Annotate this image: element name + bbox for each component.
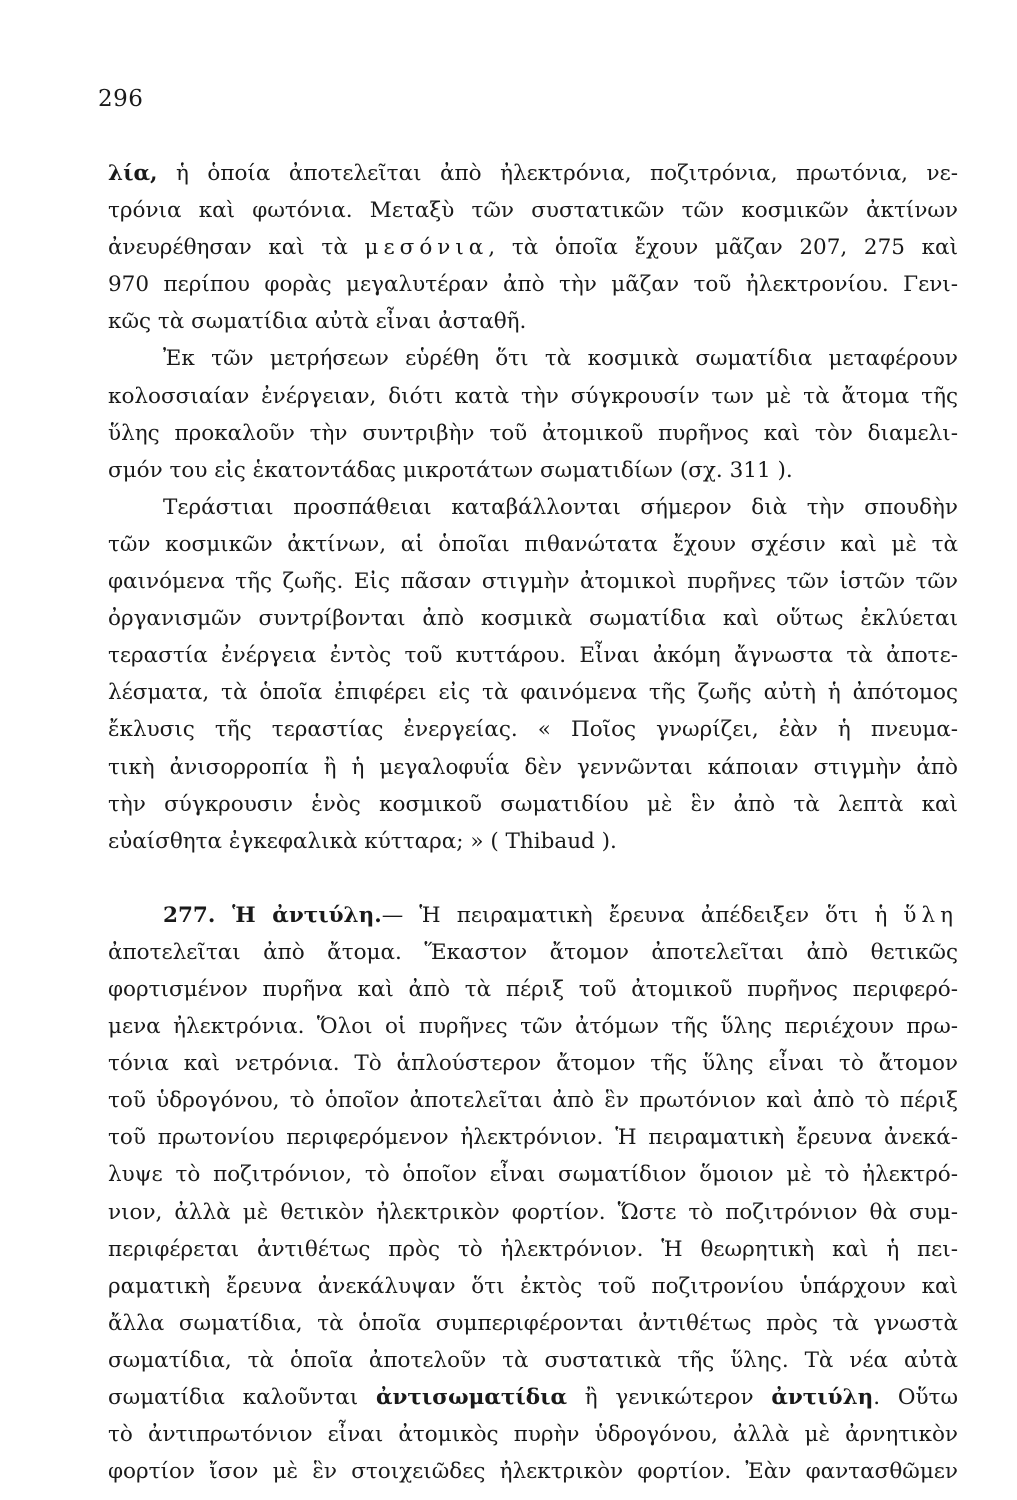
text-line: [108, 897, 958, 934]
text-line: [108, 1231, 958, 1268]
text-run: ἢ γενικώτερον: [567, 1385, 772, 1410]
text-line: [108, 1342, 958, 1379]
text-run: ἀνευρέθησαν καὶ τὰ: [108, 235, 365, 261]
text-run: ραματικὴ ἔρευνα ἀνεκάλυψαν ὅτι ἐκτὸς τοῦ ποζιτρονίου ὑπάρχουν καὶ: [108, 1273, 958, 1299]
text-run: — Ἡ πειραματικὴ ἔρευνα ἀπέδειξεν ὅτι ἡ: [381, 902, 904, 928]
text-line: [108, 563, 958, 600]
bold-text: ἀντισωματίδια: [375, 1385, 568, 1410]
text-line: [108, 1008, 958, 1045]
bold-text: 277. Ἡ ἀντιύλη.: [163, 902, 382, 928]
spaced-text: μεσόνια: [364, 235, 489, 261]
text-run: Τεράστιαι προσπάθειαι καταβάλλονται σήμερον διὰ τὴν σπουδὴν: [163, 494, 958, 520]
text-line: [108, 749, 958, 786]
text-line: [108, 971, 958, 1008]
text-run: νιον, ἀλλὰ μὲ θετικὸν ἠλεκτρικὸν φορτίον. Ὥστε τὸ ποζιτρόνιον θὰ συμ-: [108, 1199, 958, 1225]
text-run: σμόν του εἰς ἑκατοντάδας μικροτάτων σωματιδίων (σχ. 311 ).: [108, 457, 793, 483]
text-run: εὐαίσθητα ἐγκεφαλικὰ κύτταρα; » ( Thibaud ).: [108, 828, 617, 854]
text-line: [108, 378, 958, 415]
text-line: [108, 340, 958, 377]
text-run: τεραστία ἐνέργεια ἐντὸς τοῦ κυττάρου. Εἶναι ἀκόμη ἄγνωστα τὰ ἀποτε-: [108, 643, 958, 669]
text-run: ὀργανισμῶν συντρίβονται ἀπὸ κοσμικὰ σωματίδια καὶ οὕτως ἐκλύεται: [108, 606, 958, 632]
text-run: φαινόμενα τῆς ζωῆς. Εἰς πᾶσαν στιγμὴν ἀτομικοὶ πυρῆνες τῶν ἱστῶν τῶν: [108, 569, 958, 595]
text-run: ἄλλα σωματίδια, τὰ ὁποῖα συμπεριφέρονται ἀντιθέτως πρὸς τὰ γνωστὰ: [108, 1310, 958, 1336]
text-run: τὸ ἀντιπρωτόνιον εἶναι ἀτομικὸς πυρὴν ὑδρογόνου, ἀλλὰ μὲ ἀρνητικὸν: [108, 1422, 958, 1448]
text-run: μενα ἠλεκτρόνια. Ὅλοι οἱ πυρῆνες τῶν ἀτόμων τῆς ὕλης περιέχουν πρω-: [108, 1014, 958, 1040]
text-run: . Οὕτω: [873, 1385, 958, 1410]
text-line: [108, 489, 958, 526]
text-run: τοῦ ὑδρογόνου, τὸ ὁποῖον ἀποτελεῖται ἀπὸ ἓν πρωτόνιον καὶ ἀπὸ τὸ πέριξ: [108, 1088, 958, 1114]
text-run: σωματίδια καλοῦνται: [108, 1385, 376, 1410]
section-gap: [108, 860, 958, 897]
text-line: [108, 1453, 958, 1490]
text-line: [108, 823, 958, 860]
text-run: ἀποτελεῖται ἀπὸ ἄτομα. Ἕκαστον ἄτομον ἀποτελεῖται ἀπὸ θετικῶς: [108, 939, 958, 965]
text-run: κῶς τὰ σωματίδια αὐτὰ εἶναι ἀσταθῆ.: [108, 309, 527, 335]
text-line: [108, 1416, 958, 1453]
text-line: [108, 1268, 958, 1305]
spaced-text: ὕλη: [903, 902, 958, 928]
text-run: φορτίον ἴσον μὲ ἓν στοιχειῶδες ἠλεκτρικὸν φορτίον. Ἐὰν φαντασθῶμεν: [108, 1459, 958, 1485]
text-run: περιφέρεται ἀντιθέτως πρὸς τὸ ἠλεκτρόνιον. Ἡ θεωρητικὴ καὶ ἡ πει-: [108, 1236, 958, 1262]
text-line: [108, 600, 958, 637]
paragraph-p4: [108, 897, 958, 1491]
text-line: [108, 526, 958, 563]
text-line: [108, 934, 958, 971]
text-line: [108, 1194, 958, 1231]
text-line: [108, 1156, 958, 1193]
text-line: [108, 415, 958, 452]
text-run: ἡ ὁποία ἀποτελεῖται ἀπὸ ἠλεκτρόνια, ποζιτρόνια, πρωτόνια, νε-: [157, 161, 958, 186]
text-run: κολοσσιαίαν ἐνέργειαν, διότι κατὰ τὴν σύγκρουσίν των μὲ τὰ ἄτομα τῆς: [108, 383, 958, 409]
paragraph-p3: [108, 489, 958, 860]
paragraph-p2: [108, 340, 958, 488]
text-line: [108, 1305, 958, 1342]
text-line: [108, 303, 958, 340]
text-run: τὴν σύγκρουσιν ἑνὸς κοσμικοῦ σωματιδίου μὲ ἓν ἀπὸ τὰ λεπτὰ καὶ: [108, 791, 958, 817]
page-number: 296: [98, 86, 144, 112]
text-run: ἔκλυσις τῆς τεραστίας ἐνεργείας. « Ποῖος γνωρίζει, ἐὰν ἡ πνευμα-: [108, 717, 958, 743]
body-text: [108, 155, 958, 1490]
text-line: [108, 1119, 958, 1156]
text-line: [108, 1379, 958, 1416]
text-line: [108, 637, 958, 674]
text-run: τῶν κοσμικῶν ἀκτίνων, αἱ ὁποῖαι πιθανώτατα ἔχουν σχέσιν καὶ μὲ τὰ: [108, 531, 958, 557]
text-run: τόνια καὶ νετρόνια. Τὸ ἁπλούστερον ἄτομον τῆς ὕλης εἶναι τὸ ἄτομον: [108, 1051, 958, 1077]
text-run: 970 περίπου φορὰς μεγαλυτέραν ἀπὸ τὴν μᾶζαν τοῦ ἠλεκτρονίου. Γενι-: [108, 272, 958, 298]
text-run: λυψε τὸ ποζιτρόνιον, τὸ ὁποῖον εἶναι σωματίδιον ὅμοιον μὲ τὸ ἠλεκτρό-: [108, 1162, 958, 1188]
text-line: [108, 786, 958, 823]
paragraph-p1: [108, 155, 958, 340]
text-line: [108, 155, 958, 192]
text-line: [108, 229, 958, 266]
text-run: τοῦ πρωτονίου περιφερόμενον ἠλεκτρόνιον. Ἡ πειραματικὴ ἔρευνα ἀνεκά-: [108, 1125, 958, 1151]
text-run: λέσματα, τὰ ὁποῖα ἐπιφέρει εἰς τὰ φαινόμενα τῆς ζωῆς αὐτὴ ἡ ἀπότομος: [108, 680, 958, 706]
text-line: [108, 1045, 958, 1082]
text-run: Ἐκ τῶν μετρήσεων εὑρέθη ὅτι τὰ κοσμικὰ σωματίδια μεταφέρουν: [163, 346, 958, 372]
text-run: ὕλης προκαλοῦν τὴν συντριβὴν τοῦ ἀτομικοῦ πυρῆνος καὶ τὸν διαμελι-: [108, 420, 958, 446]
text-line: [108, 674, 958, 711]
text-run: τικὴ ἀνισορροπία ἢ ἡ μεγαλοφυΐα δὲν γεννῶνται κάποιαν στιγμὴν ἀπὸ: [108, 754, 958, 780]
text-run: φορτισμένον πυρῆνα καὶ ἀπὸ τὰ πέριξ τοῦ ἀτομικοῦ πυρῆνος περιφερό-: [108, 976, 958, 1002]
text-line: [108, 452, 958, 489]
bold-text: ἀντιύλη: [771, 1385, 874, 1410]
text-run: , τὰ ὁποῖα ἔχουν μᾶζαν 207, 275 καὶ: [488, 235, 958, 261]
text-line: [108, 192, 958, 229]
text-line: [108, 711, 958, 748]
text-run: σωματίδια, τὰ ὁποῖα ἀποτελοῦν τὰ συστατικὰ τῆς ὕλης. Τὰ νέα αὐτὰ: [108, 1347, 958, 1373]
text-line: [108, 1082, 958, 1119]
text-line: [108, 266, 958, 303]
bold-text: λία,: [108, 161, 158, 186]
text-run: τρόνια καὶ φωτόνια. Μεταξὺ τῶν συστατικῶν τῶν κοσμικῶν ἀκτίνων: [108, 198, 958, 224]
